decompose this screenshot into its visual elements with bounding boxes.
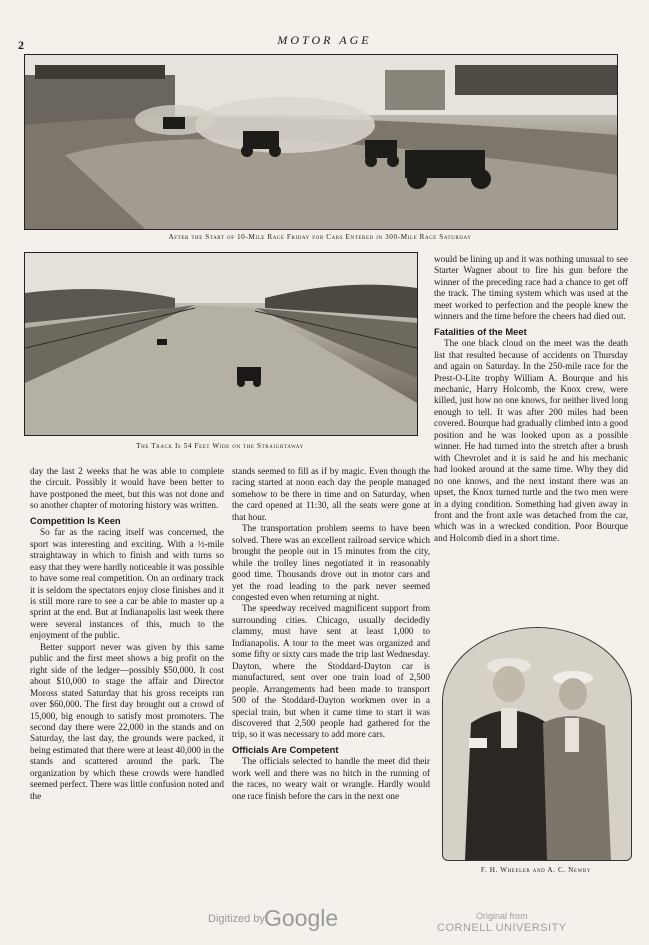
digitized-by-label: Digitized by bbox=[208, 913, 265, 925]
race-start-caption: After the Start of 10-Mile Race Friday for Cars Entered in 300-Mile Race Saturday bbox=[168, 233, 472, 241]
portrait-photo bbox=[442, 627, 632, 861]
paragraph: day the last 2 weeks that he was able to complete the circuit. Possibly it would have been better to have postponed the meet, but this was not done and so another chapter of motoring history was written. bbox=[30, 466, 224, 511]
paragraph: The officials selected to handle the meet did their work well and there was no hitch in the running of the races, no weary wait or wrangle. Hardly would one race finish before the cars in the next one bbox=[232, 756, 430, 801]
paragraph: The transportation problem seems to have been solved. There was an excellent railroad service which brought the people out in 15 minutes from the city, while the trolley lines negotiated it in reasonably good time. Thousands drove out in motor cars and yet the road leading to the park never seemed congested even when returning at night. bbox=[232, 523, 430, 602]
page-number: 2 bbox=[18, 38, 24, 52]
source-library bbox=[437, 910, 567, 934]
google-logo: Google bbox=[264, 905, 339, 931]
paragraph: Better support never was given by this same public and the first meet shows a big profit on the right side of the ledger—possibly $50,000. It cost about $10,000 to stage the affair and Director Moross stated Saturday that his gross receipts ran over $60,000. The first day brought out a crowd of 15,000, big enough to satisfy most promoters. The second day there were 22,000 in the stands and on Saturday, the last day, the grounds were packed, it being estimated that there were at least 40,000 in the stands and scattered around the park. The organization by which these crowds were handled seemed perfect. There was little confusion noted and the bbox=[30, 641, 224, 801]
subheading-competition: Competition Is Keen bbox=[30, 514, 121, 526]
paragraph: The speedway received magnificent support from surrounding cities. Chicago, usually decidedly clammy, must have sent at least 1,000 to Indianapolis. A tour to the meet was organized and some fifty or sixty cars made the trip last Wednesday. Dayton, where the Stoddard-Dayton car is manufactured, sent over one train load of 2,500 people. Arrangements had been made to transport 500 of the Stoddard-Dayton workmen over in a special train, but when it came time to start it was discovered that 2,500 people had gathered for the trip, so it was necessary to add more cars. bbox=[232, 603, 430, 740]
paragraph: The one black cloud on the meet was the death list that resulted because of accidents on Thursday and again on Saturday. In the 250-mile race for the Prest-O-Lite trophy William A. Bourque and his mechanic, Harry Holcomb, the Knox crew, were killed, just how no one knows, for neither lived long enough to tell. It was after 200 miles had been covered. Bourque had gradually climbed into a good position and he was looked upon as a possible winner. He had turned into the stretch after a brush with Chevrolet and it is said he and his mechanic had looked around at the same time. Why they did no one knows, and the next instant there was an upset, the Knox turned turtle and the two men were in a dying condition. Something had given away in front and the front axle was detached from the car, which was in a wrecked condition. Poor Bourque and Holcomb died in a short time. bbox=[434, 338, 628, 543]
portrait-caption: F. H. Wheeler and A. C. Newby bbox=[480, 866, 592, 874]
track-straightaway-photo bbox=[24, 252, 418, 436]
article-column-1 bbox=[30, 466, 224, 882]
article-column-2 bbox=[232, 466, 430, 882]
paragraph: would be lining up and it was nothing unusual to see Starter Wagner about to fire his gun before the winner of the preceding race had a chance to get off the track. The timing system which was used at the meet worked to perfection and the people knew the winners and the time before the cheers had died out. bbox=[434, 254, 628, 322]
paragraph: stands seemed to fill as if by magic. Even though the racing started at noon each day the people managed somehow to be there in time and on Saturday, when the card opened at 11:30, all the seats were gone at that hour. bbox=[232, 466, 430, 522]
original-from-label: Original from bbox=[476, 911, 528, 921]
subheading-fatalities: Fatalities of the Meet bbox=[434, 325, 527, 337]
track-caption: The Track Is 54 Feet Wide on the Straightaway bbox=[136, 442, 304, 450]
subheading-officials: Officials Are Competent bbox=[232, 743, 339, 755]
race-start-photo bbox=[24, 54, 618, 230]
article-column-3 bbox=[434, 254, 628, 626]
running-head: MOTOR AGE bbox=[277, 33, 372, 47]
university-name: CORNELL UNIVERSITY bbox=[437, 922, 567, 934]
paragraph: So far as the racing itself was concerned, the sport was interesting and exciting. With a ½-mile straightaway in which to finish and with turns so easy that they were hardly noticeable it was possible to have some real competition. On an ordinary track it is seldom the spectators enjoy close finishes and it is still more rare to see a car be able to master up a sprint at the end. But at Indianapolis last week there were several instances of this, much to the enjoyment of the public. bbox=[30, 527, 224, 641]
